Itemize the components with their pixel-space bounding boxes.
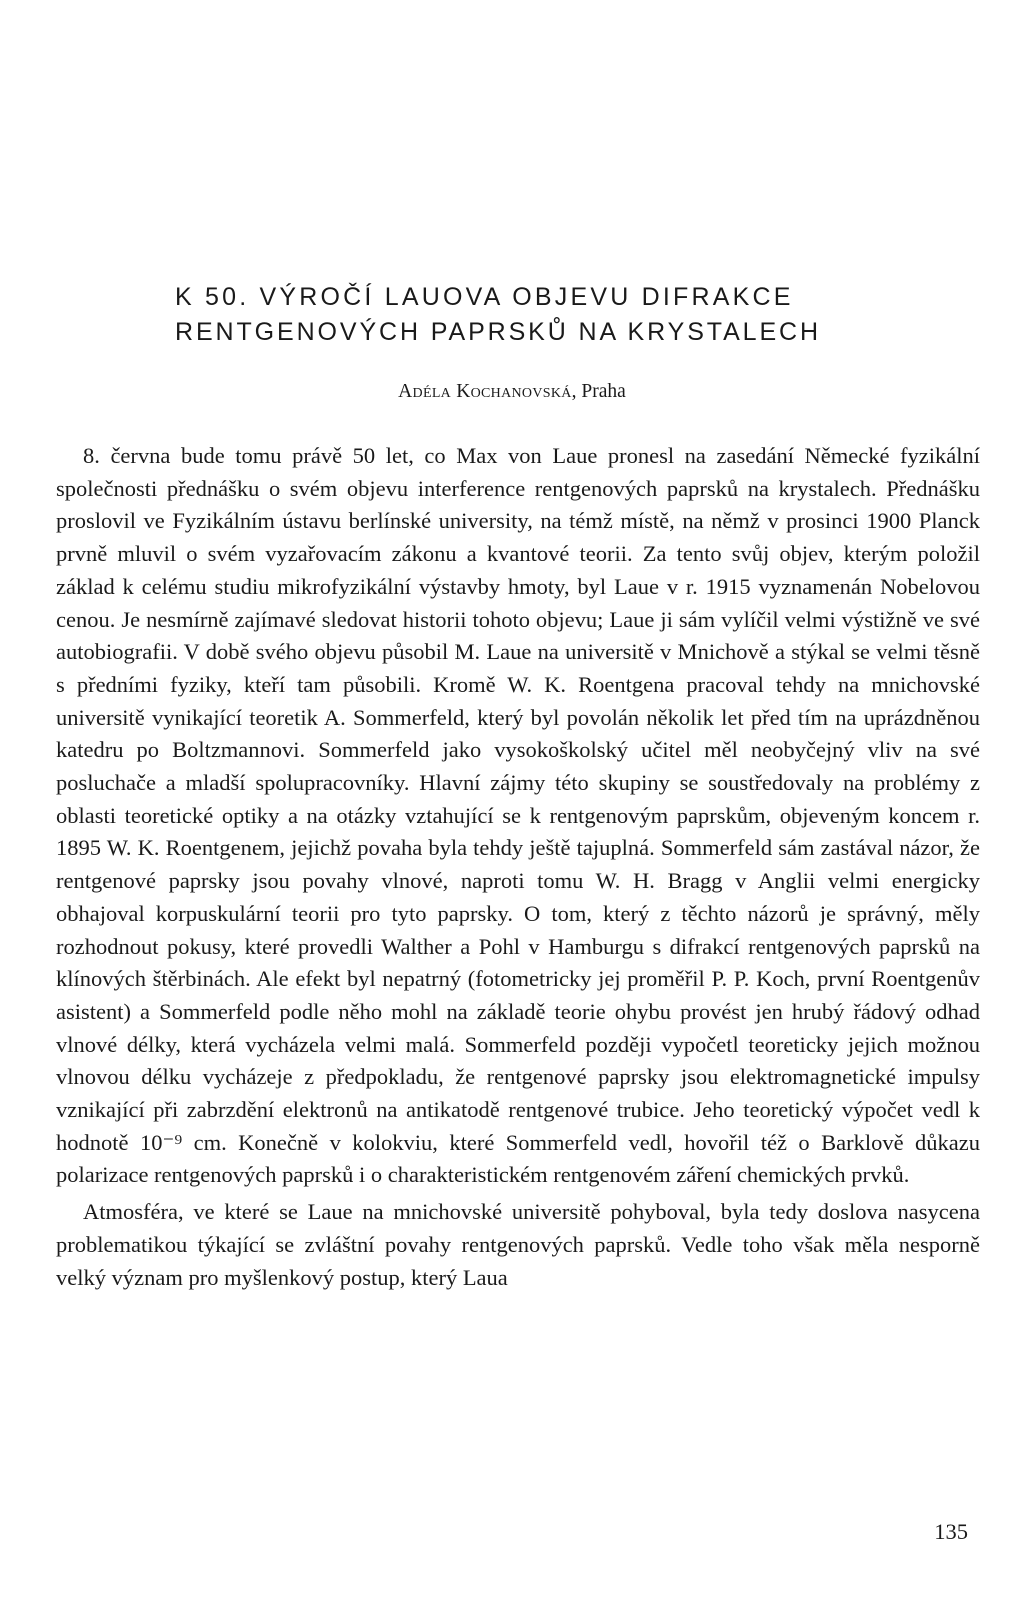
title-line-2: RENTGENOVÝCH PAPRSKŮ NA KRYSTALECH <box>175 318 821 346</box>
author-byline <box>0 380 1024 404</box>
body-paragraph-1: 8. června bude tomu právě 50 let, co Max von Laue pronesl na zasedání Německé fyzikální společnosti přednášku o svém objevu interference rentgenových paprsků na krystalech. Přednášku proslovil ve Fyzikálním ústavu berlínské university, na témž místě, na němž v prosinci 1900 Planck prvně mluvil o svém vyzařovacím zákonu a kvantové teorii. Za tento svůj objev, kterým položil základ k celému studiu mikrofyzikální výstavby hmoty, byl Laue v r. 1915 vyznamenán Nobelovou cenou. Je nesmírně zajímavé sledovat historii tohoto objevu; Laue ji sám vylíčil velmi výstižně ve své autobiografii. V době svého objevu působil M. Laue na universitě v Mnichově a stýkal se velmi těsně s předními fyziky, kteří tam působili. Kromě W. K. Roentgena pracoval tehdy na mnichovské universitě vynikající teoretik A. Sommerfeld, který byl povolán několik let před tím na uprázdněnou katedru po Boltzmannovi. Sommerfeld jako vysokoškolský učitel měl neobyčejný vliv na své posluchače a mladší spolupracovníky. Hlavní zájmy této skupiny se soustředovaly na problémy z oblasti teoretické optiky a na otázky vztahující se k rentgenovým paprskům, objeveným koncem r. 1895 W. K. Roentgenem, jejichž povaha byla tehdy ještě tajuplná. Sommerfeld sám zastával názor, že rentgenové paprsky jsou povahy vlnové, naproti tomu W. H. Bragg v Anglii velmi energicky obhajoval korpuskulární teorii pro tyto paprsky. O tom, který z těchto názorů je správný, měly rozhodnout pokusy, které provedli Walther a Pohl v Hamburgu s difrakcí rentgenových paprsků na klínových štěrbinách. Ale efekt byl nepatrný (fotometricky jej proměřil P. P. Koch, první Roentgenův asistent) a Sommerfeld podle něho mohl na základě teorie ohybu provést jen hrubý řádový odhad vlnové délky, která vycházela velmi malá. Sommerfeld později vypočetl teoreticky jejich možnou vlnovou délku vycházeje z předpokladu, že rentgenové paprsky jsou elektromagnetické impulsy vznikající při zabrzdění elektronů na antikatodě rentgenové trubice. Jeho teoretický výpočet vedl k hodnotě 10⁻⁹ cm. Konečně v kolokviu, které Sommerfeld vedl, hovořil též o Barklově důkazu polarizace rentgenových paprsků i o charakteristickém rentgenovém záření chemických prvků. <box>56 443 980 1188</box>
article-title <box>175 280 875 350</box>
author-name: Adéla Kochanovská <box>398 381 572 402</box>
article-body <box>56 440 980 1294</box>
author-place: , Praha <box>571 381 626 402</box>
title-line-1: K 50. VÝROČÍ LAUOVA OBJEVU DIFRAKCE <box>175 283 794 311</box>
page-number: 135 <box>934 1519 968 1544</box>
body-paragraph-2: Atmosféra, ve které se Laue na mnichovské universitě pohyboval, byla tedy doslova nasycena problematikou týkající se zvláštní povahy rentgenových paprsků. Vedle toho však měla nesporně velký význam pro myšlenkový postup, který Laua <box>56 1199 980 1290</box>
